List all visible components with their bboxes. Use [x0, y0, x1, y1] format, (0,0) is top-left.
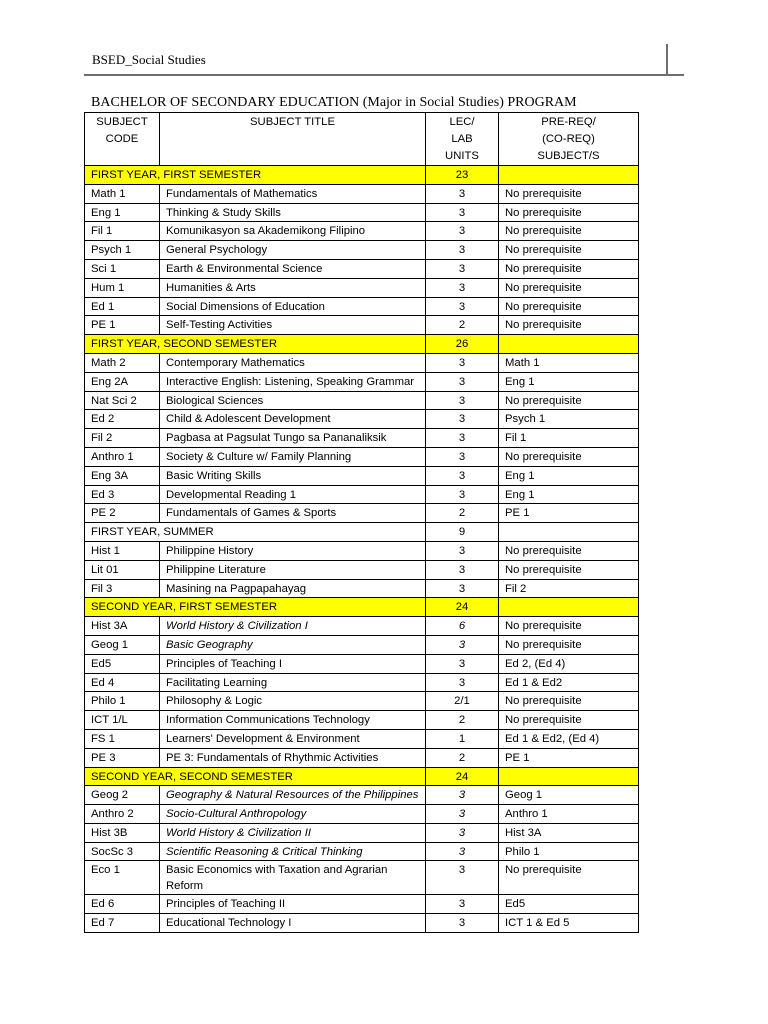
semester-label: FIRST YEAR, SECOND SEMESTER: [85, 335, 426, 354]
subject-prereq: Psych 1: [499, 410, 639, 429]
table-row: [85, 466, 639, 485]
table-row: [85, 895, 639, 914]
table-row: [85, 184, 639, 203]
subject-prereq: No prerequisite: [499, 391, 639, 410]
subject-units: 3: [426, 541, 499, 560]
subject-prereq: No prerequisite: [499, 297, 639, 316]
subject-code: Ed5: [85, 654, 160, 673]
subject-prereq: No prerequisite: [499, 447, 639, 466]
subject-code: Geog 2: [85, 786, 160, 805]
subject-prereq: Ed 2, (Ed 4): [499, 654, 639, 673]
subject-prereq: No prerequisite: [499, 541, 639, 560]
semester-units: 26: [426, 335, 499, 354]
subject-units: 6: [426, 617, 499, 636]
subject-units: 3: [426, 353, 499, 372]
subject-code: FS 1: [85, 729, 160, 748]
subject-title: PE 3: Fundamentals of Rhythmic Activities: [160, 748, 426, 767]
subject-title: Biological Sciences: [160, 391, 426, 410]
table-row: [85, 391, 639, 410]
subject-prereq: No prerequisite: [499, 203, 639, 222]
subject-title: Basic Economics with Taxation and Agrarian Reform: [160, 861, 426, 895]
table-row: [85, 203, 639, 222]
subject-prereq: Eng 1: [499, 466, 639, 485]
header-text: BSED_Social Studies: [92, 52, 206, 67]
subject-prereq: Philo 1: [499, 842, 639, 861]
subject-code: Ed 4: [85, 673, 160, 692]
subject-units: 2/1: [426, 692, 499, 711]
semester-units: 9: [426, 523, 499, 542]
subject-units: 3: [426, 372, 499, 391]
subject-prereq: Anthro 1: [499, 805, 639, 824]
subject-prereq: No prerequisite: [499, 184, 639, 203]
semester-prereq-empty: [499, 523, 639, 542]
subject-prereq: PE 1: [499, 748, 639, 767]
subject-prereq: No prerequisite: [499, 692, 639, 711]
subject-code: Math 2: [85, 353, 160, 372]
semester-row: [85, 767, 639, 786]
subject-units: 3: [426, 654, 499, 673]
table-row: [85, 673, 639, 692]
subject-code: Ed 3: [85, 485, 160, 504]
subject-units: 3: [426, 805, 499, 824]
subject-prereq: Fil 1: [499, 429, 639, 448]
subject-code: SocSc 3: [85, 842, 160, 861]
subject-units: 3: [426, 222, 499, 241]
subject-prereq: No prerequisite: [499, 278, 639, 297]
subject-units: 3: [426, 391, 499, 410]
semester-label: SECOND YEAR, FIRST SEMESTER: [85, 598, 426, 617]
semester-prereq-empty: [499, 598, 639, 617]
table-body: [85, 166, 639, 933]
subject-code: Ed 6: [85, 895, 160, 914]
subject-code: Hist 3B: [85, 823, 160, 842]
col-header-units-line1: LEC/: [449, 116, 475, 128]
table-row: [85, 278, 639, 297]
subject-units: 3: [426, 673, 499, 692]
semester-row: [85, 598, 639, 617]
table-row: [85, 805, 639, 824]
subject-title: Humanities & Arts: [160, 278, 426, 297]
subject-prereq: No prerequisite: [499, 241, 639, 260]
subject-prereq: Ed5: [499, 895, 639, 914]
subject-title: Thinking & Study Skills: [160, 203, 426, 222]
subject-units: 3: [426, 895, 499, 914]
subject-prereq: Eng 1: [499, 485, 639, 504]
subject-units: 3: [426, 560, 499, 579]
table-row: [85, 316, 639, 335]
table-row: [85, 410, 639, 429]
subject-title: Society & Culture w/ Family Planning: [160, 447, 426, 466]
subject-code: Psych 1: [85, 241, 160, 260]
subject-code: Ed 1: [85, 297, 160, 316]
subject-title: Social Dimensions of Education: [160, 297, 426, 316]
table-row: [85, 353, 639, 372]
subject-units: 2: [426, 711, 499, 730]
table-row: [85, 748, 639, 767]
subject-prereq: No prerequisite: [499, 711, 639, 730]
subject-units: 3: [426, 579, 499, 598]
semester-units: 24: [426, 598, 499, 617]
subject-title: Pagbasa at Pagsulat Tungo sa Pananaliksik: [160, 429, 426, 448]
subject-units: 3: [426, 823, 499, 842]
table-row: [85, 711, 639, 730]
table-row: [85, 485, 639, 504]
subject-code: Anthro 2: [85, 805, 160, 824]
subject-code: Eng 3A: [85, 466, 160, 485]
subject-code: Eng 2A: [85, 372, 160, 391]
subject-prereq: ICT 1 & Ed 5: [499, 914, 639, 933]
subject-prereq: No prerequisite: [499, 617, 639, 636]
subject-title: Scientific Reasoning & Critical Thinking: [160, 842, 426, 861]
subject-prereq: No prerequisite: [499, 861, 639, 895]
subject-title: Facilitating Learning: [160, 673, 426, 692]
subject-title: Basic Geography: [160, 635, 426, 654]
subject-title: Geography & Natural Resources of the Philippines: [160, 786, 426, 805]
subject-title: Child & Adolescent Development: [160, 410, 426, 429]
subject-title: Contemporary Mathematics: [160, 353, 426, 372]
header-rule: [84, 74, 684, 76]
header-vertical-bar: [666, 44, 668, 74]
table-header-row: [85, 113, 639, 166]
subject-prereq: No prerequisite: [499, 560, 639, 579]
subject-code: Math 1: [85, 184, 160, 203]
subject-prereq: No prerequisite: [499, 316, 639, 335]
table-row: [85, 914, 639, 933]
subject-units: 3: [426, 278, 499, 297]
semester-units: 23: [426, 166, 499, 185]
table-row: [85, 692, 639, 711]
subject-title: Socio-Cultural Anthropology: [160, 805, 426, 824]
subject-code: Philo 1: [85, 692, 160, 711]
subject-prereq: No prerequisite: [499, 259, 639, 278]
table-row: [85, 786, 639, 805]
table-row: [85, 504, 639, 523]
subject-code: PE 3: [85, 748, 160, 767]
subject-units: 3: [426, 429, 499, 448]
col-header-code-line2: CODE: [105, 133, 139, 145]
col-header-prereq: [499, 113, 639, 166]
semester-prereq-empty: [499, 166, 639, 185]
subject-code: Ed 7: [85, 914, 160, 933]
subject-code: Hist 1: [85, 541, 160, 560]
subject-prereq: PE 1: [499, 504, 639, 523]
table-row: [85, 372, 639, 391]
subject-code: Fil 3: [85, 579, 160, 598]
subject-title: Developmental Reading 1: [160, 485, 426, 504]
page-header: [84, 50, 684, 74]
subject-units: 3: [426, 914, 499, 933]
subject-units: 3: [426, 259, 499, 278]
subject-title: Principles of Teaching II: [160, 895, 426, 914]
table-row: [85, 617, 639, 636]
subject-prereq: Ed 1 & Ed2, (Ed 4): [499, 729, 639, 748]
table-row: [85, 823, 639, 842]
table-row: [85, 635, 639, 654]
subject-code: PE 1: [85, 316, 160, 335]
subject-prereq: Geog 1: [499, 786, 639, 805]
subject-title: Philippine History: [160, 541, 426, 560]
table-row: [85, 241, 639, 260]
subject-prereq: Math 1: [499, 353, 639, 372]
subject-title: World History & Civilization II: [160, 823, 426, 842]
semester-label: FIRST YEAR, FIRST SEMESTER: [85, 166, 426, 185]
subject-units: 1: [426, 729, 499, 748]
subject-units: 2: [426, 504, 499, 523]
subject-prereq: No prerequisite: [499, 222, 639, 241]
col-header-code: [85, 113, 160, 166]
subject-units: 2: [426, 316, 499, 335]
subject-prereq: No prerequisite: [499, 635, 639, 654]
subject-code: ICT 1/L: [85, 711, 160, 730]
subject-code: Hist 3A: [85, 617, 160, 636]
subject-units: 3: [426, 410, 499, 429]
table-row: [85, 560, 639, 579]
col-header-prereq-line3: SUBJECT/S: [537, 150, 600, 162]
col-header-code-line1: SUBJECT: [96, 116, 148, 128]
subject-code: Eco 1: [85, 861, 160, 895]
col-header-prereq-line2: (CO-REQ): [542, 133, 595, 145]
table-row: [85, 729, 639, 748]
subject-units: 3: [426, 466, 499, 485]
subject-title: Fundamentals of Mathematics: [160, 184, 426, 203]
subject-code: Hum 1: [85, 278, 160, 297]
table-row: [85, 447, 639, 466]
subject-code: Eng 1: [85, 203, 160, 222]
subject-units: 3: [426, 447, 499, 466]
subject-title: Komunikasyon sa Akademikong Filipino: [160, 222, 426, 241]
subject-units: 3: [426, 485, 499, 504]
subject-code: Fil 2: [85, 429, 160, 448]
subject-title: Information Communications Technology: [160, 711, 426, 730]
semester-label: FIRST YEAR, SUMMER: [85, 523, 426, 542]
subject-units: 3: [426, 297, 499, 316]
subject-prereq: Hist 3A: [499, 823, 639, 842]
subject-units: 2: [426, 748, 499, 767]
table-row: [85, 842, 639, 861]
subject-code: Sci 1: [85, 259, 160, 278]
subject-title: Learners' Development & Environment: [160, 729, 426, 748]
subject-title: Interactive English: Listening, Speaking Grammar: [160, 372, 426, 391]
table-row: [85, 541, 639, 560]
subject-units: 3: [426, 635, 499, 654]
col-header-units-line2: LAB: [451, 133, 473, 145]
subject-code: Fil 1: [85, 222, 160, 241]
subject-title: Educational Technology I: [160, 914, 426, 933]
subject-prereq: Fil 2: [499, 579, 639, 598]
semester-row: [85, 335, 639, 354]
subject-code: Geog 1: [85, 635, 160, 654]
subject-title: Earth & Environmental Science: [160, 259, 426, 278]
col-header-prereq-line1: PRE-REQ/: [541, 116, 596, 128]
semester-units: 24: [426, 767, 499, 786]
subject-units: 3: [426, 786, 499, 805]
table-row: [85, 297, 639, 316]
table-row: [85, 259, 639, 278]
subject-title: Masining na Pagpapahayag: [160, 579, 426, 598]
subject-code: Anthro 1: [85, 447, 160, 466]
subject-title: Fundamentals of Games & Sports: [160, 504, 426, 523]
semester-prereq-empty: [499, 767, 639, 786]
subject-code: PE 2: [85, 504, 160, 523]
table-row: [85, 429, 639, 448]
col-header-units-line3: UNITS: [445, 150, 479, 162]
table-row: [85, 579, 639, 598]
subject-code: Nat Sci 2: [85, 391, 160, 410]
semester-label: SECOND YEAR, SECOND SEMESTER: [85, 767, 426, 786]
subject-title: World History & Civilization I: [160, 617, 426, 636]
subject-prereq: Eng 1: [499, 372, 639, 391]
table-row: [85, 654, 639, 673]
table-row: [85, 861, 639, 895]
subject-title: Philosophy & Logic: [160, 692, 426, 711]
subject-prereq: Ed 1 & Ed2: [499, 673, 639, 692]
subject-title: Philippine Literature: [160, 560, 426, 579]
semester-prereq-empty: [499, 335, 639, 354]
semester-row: [85, 166, 639, 185]
subject-code: Lit 01: [85, 560, 160, 579]
semester-row: [85, 523, 639, 542]
table-row: [85, 222, 639, 241]
subject-units: 3: [426, 861, 499, 895]
subject-code: Ed 2: [85, 410, 160, 429]
subject-units: 3: [426, 241, 499, 260]
subject-units: 3: [426, 842, 499, 861]
curriculum-table: [84, 112, 639, 933]
subject-units: 3: [426, 184, 499, 203]
subject-title: Principles of Teaching I: [160, 654, 426, 673]
subject-title: Self-Testing Activities: [160, 316, 426, 335]
subject-units: 3: [426, 203, 499, 222]
subject-title: General Psychology: [160, 241, 426, 260]
program-title: BACHELOR OF SECONDARY EDUCATION (Major in Social Studies) PROGRAM: [91, 95, 577, 110]
col-header-title: SUBJECT TITLE: [160, 113, 426, 166]
col-header-units: [426, 113, 499, 166]
subject-title: Basic Writing Skills: [160, 466, 426, 485]
